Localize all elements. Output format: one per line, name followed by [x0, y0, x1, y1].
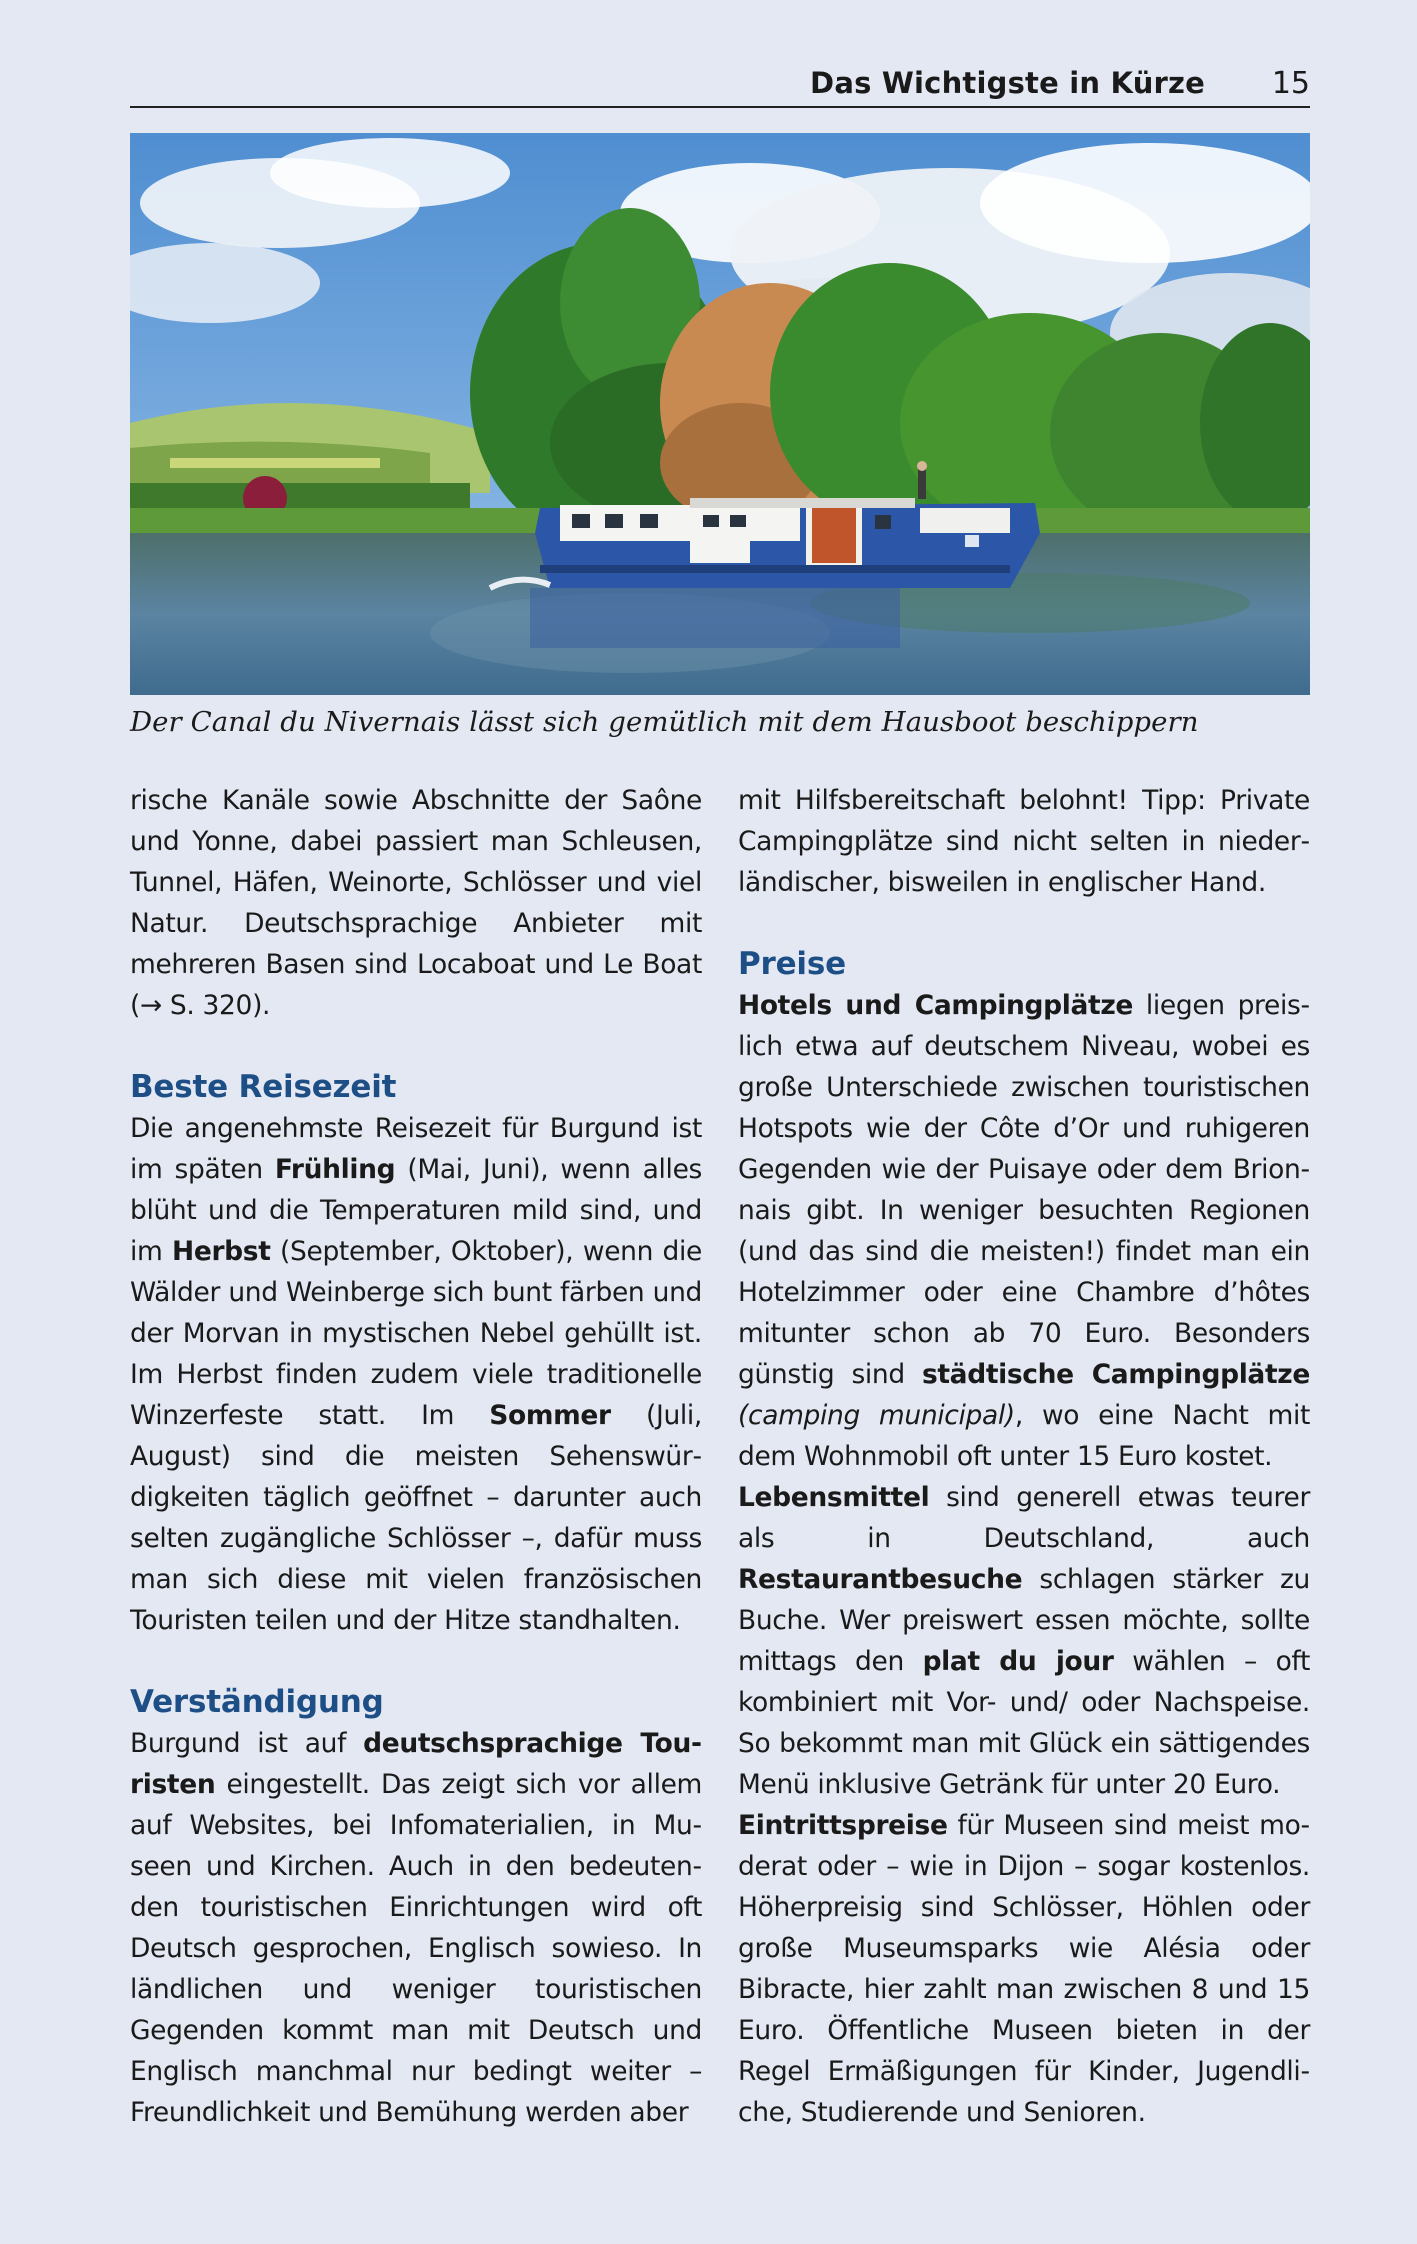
- left-column: [130, 780, 702, 2133]
- section-heading-preise: Preise: [738, 946, 846, 982]
- section-heading-verstaendigung: Verständigung: [130, 1684, 384, 1720]
- right-column: [738, 780, 1310, 2133]
- houseboat-photo: [130, 133, 1310, 695]
- houseboat-canal-photo-icon: [130, 133, 1310, 695]
- running-header-title: Das Wichtigste in Kürze: [810, 66, 1205, 100]
- preise-paragraph-eintritt: Eintrittspreise für Museen sind meist moderat oder – wie in Dijon – sogar kostenlos. Höherpreisig sind Schlösser, Höhlen oder große Museumsparks wie Alésia oder Bibracte, hier zahlt man zwischen 8 und 15 Euro. Öffentliche Museen bieten in der Regel Ermäßigungen für Kinder, Jugendliche, Studierende und Senioren.: [738, 1810, 1310, 2128]
- verstaendigung-paragraph: Burgund ist auf deutschsprachige Touristen eingestellt. Das zeigt sich vor allem auf Websites, bei Infomaterialien, in Museen und Kirchen. Auch in den bedeutenden touristischen Einrichtungen wird oft Deutsch gesprochen, Englisch sowieso. In ländlichen und weniger touristischen Gegenden kommt man mit Deutsch und Englisch manchmal nur bedingt weiter – Freundlichkeit und Bemühung werden aber: [130, 1728, 702, 2128]
- intro-paragraph: rische Kanäle sowie Abschnitte der Saône und Yonne, dabei passiert man Schleusen, Tunnel, Häfen, Weinorte, Schlösser und viel Natur. Deutschsprachige Anbieter mit mehreren Basen sind Locaboat und Le Boat (→ S. 320).: [130, 785, 702, 1021]
- reisezeit-paragraph: Die angenehmste Reisezeit für Burgund ist im späten Frühling (Mai, Juni), wenn alles blüht und die Temperaturen mild sind, und im Herbst (September, Oktober), wenn die Wälder und Weinberge sich bunt färben und der Morvan in mystischen Nebel gehüllt ist. Im Herbst finden zudem viele traditionelle Winzerfeste statt. Im Sommer (Juli, August) sind die meisten Sehenswürdigkeiten täglich geöffnet – darunter auch selten zugängliche Schlösser –, dafür muss man sich diese mit vielen französischen Touristen teilen und der Hitze standhalten.: [130, 1113, 702, 1636]
- page-number: 15: [1271, 66, 1310, 101]
- section-heading-reisezeit: Beste Reisezeit: [130, 1069, 397, 1105]
- running-header: [130, 66, 1310, 108]
- preise-paragraph-lebensmittel: Lebensmittel sind generell etwas teurer als in Deutschland, auch Restaurantbesuche schlagen stärker zu Buche. Wer preiswert essen möchte, sollte mittags den plat du jour wählen – oft kombiniert mit Vor- und/ oder Nachspeise. So bekommt man mit Glück ein sättigendes Menü inklusive Getränk für unter 20 Euro.: [738, 1482, 1310, 1800]
- photo-caption: Der Canal du Nivernais lässt sich gemütlich mit dem Hausboot beschippern: [130, 706, 1199, 738]
- preise-paragraph-hotels: Hotels und Campingplätze liegen preislich etwa auf deutschem Niveau, wobei es große Unterschiede zwischen touristischen Hotspots wie der Côte d’Or und ruhigeren Gegenden wie der Puisaye oder dem Brionnais gibt. In weniger besuchten Regionen (und das sind die meisten!) findet man ein Hotelzimmer oder eine Chambre d’hôtes mitunter schon ab 70 Euro. Besonders günstig sind städtische Campingplätze (camping municipal), wo eine Nacht mit dem Wohnmobil oft unter 15 Euro kostet.: [738, 990, 1311, 1472]
- continuation-paragraph: mit Hilfsbereitschaft belohnt! Tipp: Private Campingplätze sind nicht selten in niederländischer, bisweilen in englischer Hand.: [738, 785, 1310, 898]
